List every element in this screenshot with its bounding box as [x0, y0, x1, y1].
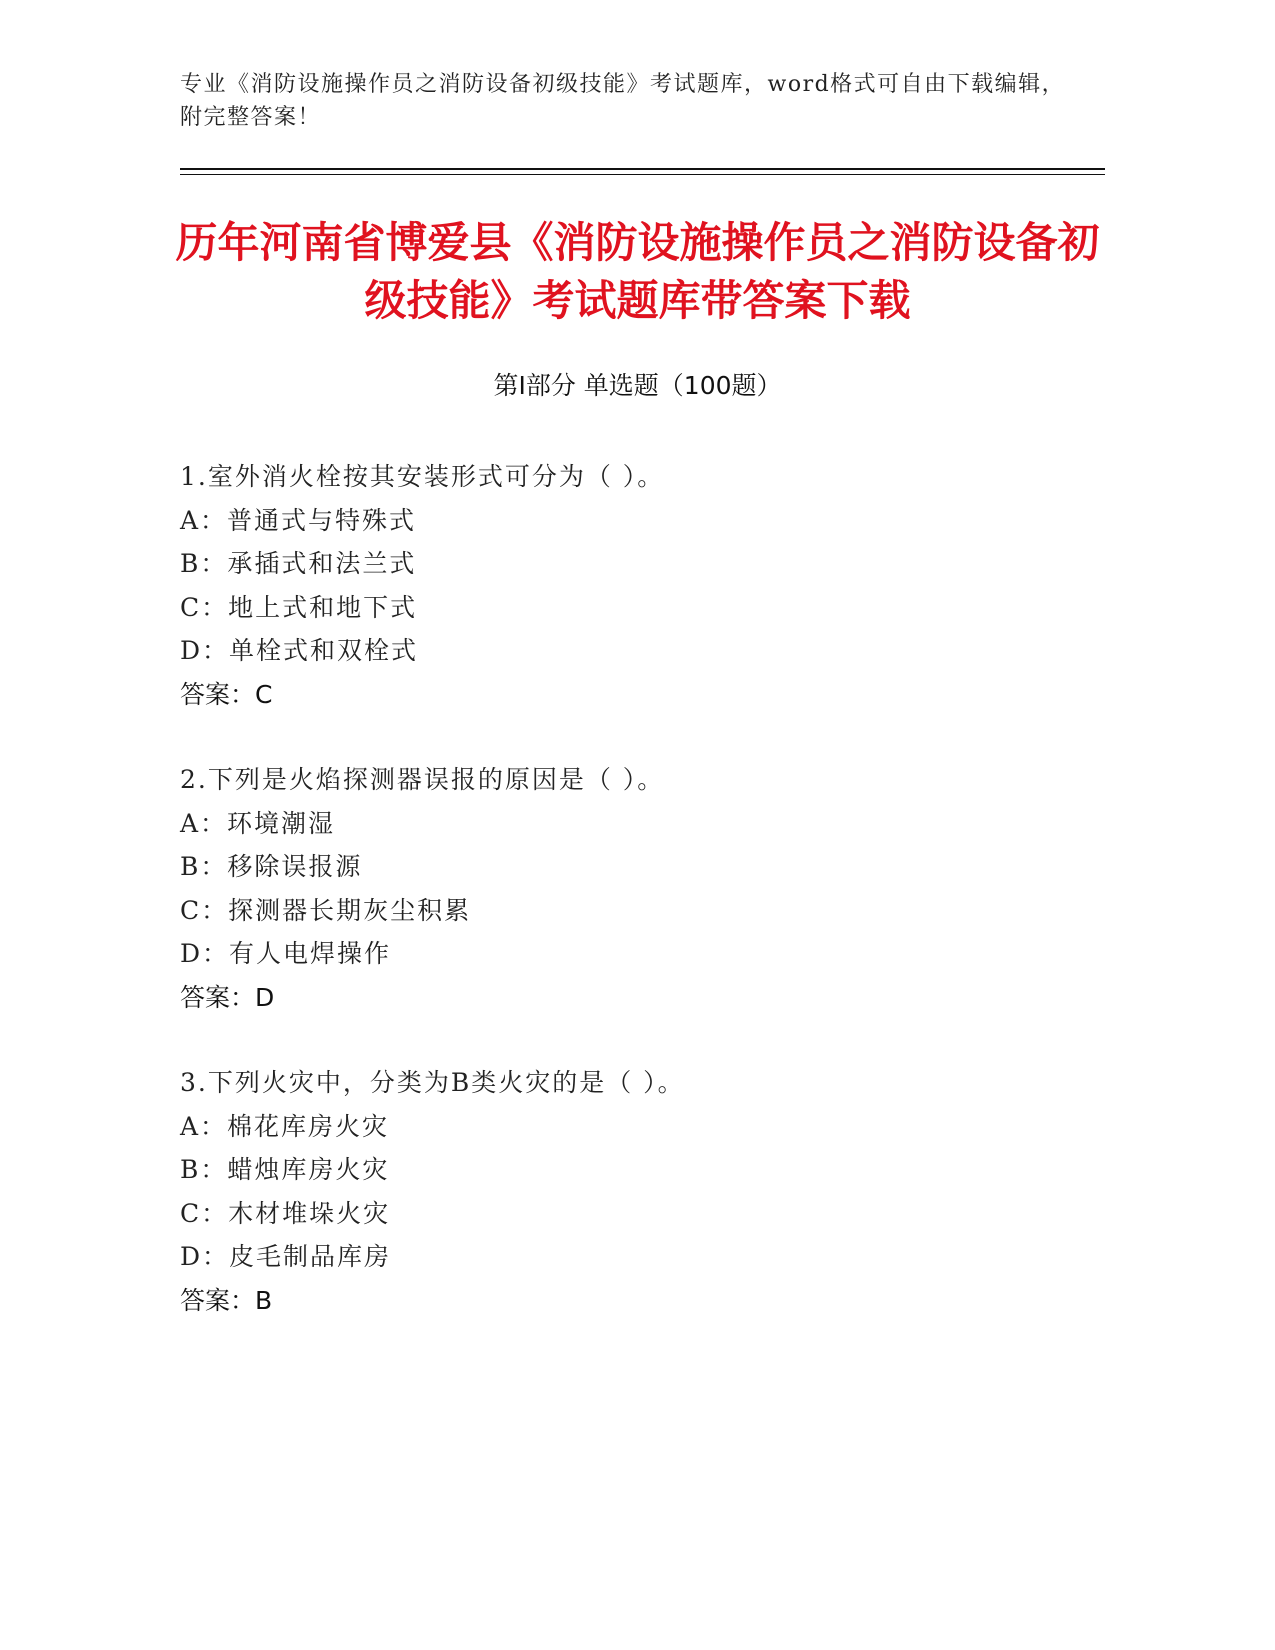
option-b: B：承插式和法兰式: [180, 549, 417, 578]
question-stem: 1.室外消火栓按其安装形式可分为（ ）。: [180, 462, 665, 491]
option-a: A：环境潮湿: [180, 808, 336, 838]
header-divider-secondary: [180, 174, 1105, 175]
option-b: B：移除误报源: [180, 852, 363, 881]
question-stem: 2.下列是火焰探测器误报的原因是（ ）。: [180, 765, 665, 794]
question-2: [180, 758, 1080, 1019]
option-d: D：皮毛制品库房: [180, 1242, 392, 1271]
option-a: A：普通式与特殊式: [180, 505, 417, 535]
question-stem: 3.下列火灾中，分类为B类火灾的是（ ）。: [180, 1068, 685, 1097]
answer-line: 答案：D: [180, 982, 275, 1012]
question-3: [180, 1061, 1080, 1322]
option-a: A：棉花库房火灾: [180, 1111, 390, 1141]
question-list: [180, 455, 1080, 1364]
option-c: C：地上式和地下式: [180, 592, 418, 622]
answer-line: 答案：B: [180, 1285, 273, 1315]
question-1: [180, 455, 1080, 716]
option-d: D：单栓式和双栓式: [180, 636, 419, 665]
section-heading: 第Ⅰ部分 单选题（100题）: [493, 371, 782, 400]
option-c: C：木材堆垛火灾: [180, 1198, 391, 1228]
option-d: D：有人电焊操作: [180, 939, 392, 968]
header-divider: [180, 168, 1105, 170]
header-note: 专业《消防设施操作员之消防设备初级技能》考试题库，word格式可自由下载编辑，附完整答案！: [180, 72, 1066, 130]
option-c: C：探测器长期灰尘积累: [180, 895, 472, 925]
answer-line: 答案：C: [180, 679, 273, 709]
document-title: 历年河南省博爱县《消防设施操作员之消防设备初级技能》考试题库带答案下载: [175, 218, 1100, 325]
option-b: B：蜡烛库房火灾: [180, 1155, 390, 1184]
